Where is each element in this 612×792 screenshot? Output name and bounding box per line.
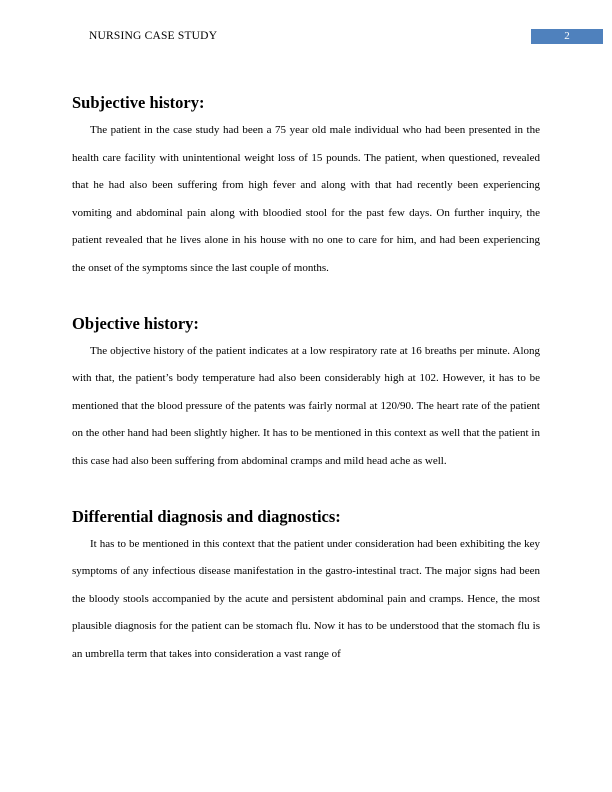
section-paragraph: The objective history of the patient indicates at a low respiratory rate at 16 breaths per minute. Along with that, the patient’s body temperature had also been considerably high at 102. However, it has to be mentioned that the blood pressure of the patents was fairly normal at 120/90. The heart rate of the patient on the other hand had been slightly higher. It has to be mentioned in this context as well that the patient in this case had also been suffering from abdominal cramps and mild head ache as well.	[72, 344, 540, 467]
section-heading: Differential diagnosis and diagnostics:	[72, 506, 341, 526]
section-spacer	[72, 283, 540, 310]
section-heading: Subjective history:	[72, 93, 205, 112]
section-differential-diagnosis	[72, 503, 540, 669]
section-paragraph: The patient in the case study had been a 75 year old male individual who had been presented in the health care facility with unintentional weight loss of 15 pounds. The patient, when questioned, revealed that he had also been suffering from high fever and along with that had recently been experiencing vomiting and abdominal pain along with bloodied stool for the past few days. On further inquiry, the patient revealed that he lives alone in his house with no one to care for him, and had been experiencing the onset of the symptoms since the last couple of months.	[72, 124, 540, 274]
page-number: 2	[531, 29, 603, 44]
running-header-title: NURSING CASE STUDY	[89, 30, 218, 42]
section-heading: Objective history:	[72, 313, 199, 333]
section-spacer	[72, 476, 540, 503]
section-objective-history	[72, 310, 540, 476]
section-subjective-history	[72, 89, 540, 283]
document-body	[72, 89, 540, 669]
section-paragraph: It has to be mentioned in this context that the patient under consideration had been exhibiting the key symptoms of any infectious disease manifestation in the gastro-intestinal tract. The major signs had been the bloody stools accompanied by the acute and persistent abdominal pain and cramps. Hence, the most plausible diagnosis for the patient can be stomach flu. Now it has to be understood that the stomach flu is an umbrella term that takes into consideration a vast range of	[72, 537, 540, 660]
